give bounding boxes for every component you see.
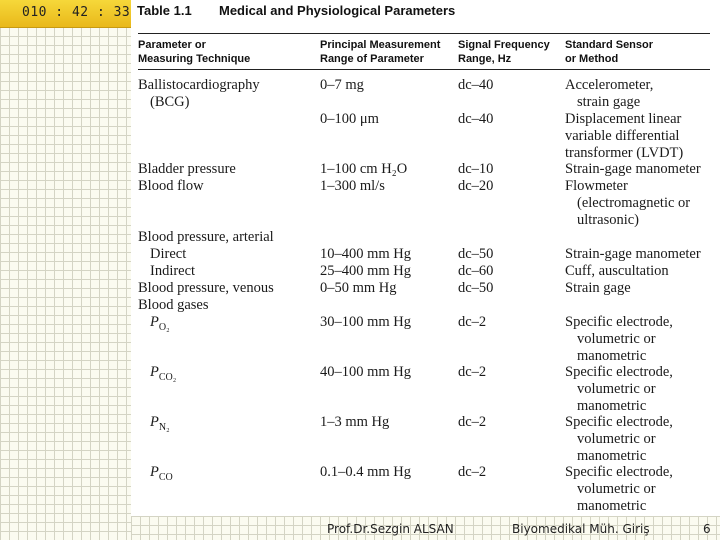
cell-method: Specific electrode, bbox=[565, 464, 673, 480]
cell-parameter: Indirect bbox=[150, 263, 196, 279]
cell-method: ultrasonic) bbox=[577, 212, 640, 228]
cell-method: Accelerometer, bbox=[565, 77, 654, 93]
cell-method: Strain-gage manometer bbox=[565, 246, 701, 262]
cell-parameter: Blood gases bbox=[138, 297, 209, 313]
cell-frequency: dc–10 bbox=[458, 161, 494, 177]
cell-method: volumetric or bbox=[577, 381, 656, 397]
cell-method: Strain-gage manometer bbox=[565, 161, 701, 177]
cell-range: 1–100 cm H₂O bbox=[320, 161, 408, 177]
cell-method: Flowmeter bbox=[565, 178, 628, 194]
cell-range: 1–300 ml/s bbox=[320, 178, 385, 194]
header-method: Standard Sensor or Method bbox=[565, 39, 654, 65]
cell-method: manometric bbox=[577, 348, 647, 364]
cell-parameter: (BCG) bbox=[150, 94, 190, 110]
cell-range: 40–100 mm Hg bbox=[320, 364, 412, 380]
cell-method: volumetric or bbox=[577, 331, 656, 347]
cell-frequency: dc–2 bbox=[458, 464, 487, 480]
cell-method: Cuff, auscultation bbox=[565, 263, 669, 279]
cell-frequency: dc–2 bbox=[458, 364, 487, 380]
cell-method: (electromagnetic or bbox=[577, 195, 691, 211]
table-caption: Medical and Physiological Parameters bbox=[219, 3, 456, 18]
cell-frequency: dc–50 bbox=[458, 280, 494, 296]
cell-method: strain gage bbox=[577, 94, 641, 110]
cell-method: volumetric or bbox=[577, 431, 656, 447]
header-range: Principal Measurement Range of Parameter bbox=[320, 39, 441, 65]
cell-frequency: dc–40 bbox=[458, 77, 494, 93]
footer-author: Prof.Dr.Sezgin ALSAN bbox=[327, 522, 454, 536]
footer-page-number: 6 bbox=[703, 522, 711, 536]
cell-method: manometric bbox=[577, 398, 647, 414]
table-title bbox=[137, 3, 455, 18]
header-parameter: Parameter or Measuring Technique bbox=[138, 39, 251, 65]
cell-range: 30–100 mm Hg bbox=[320, 314, 412, 330]
cell-parameter: Bladder pressure bbox=[138, 161, 236, 177]
cell-parameter: Blood flow bbox=[138, 178, 204, 194]
cell-range: 0.1–0.4 mm Hg bbox=[320, 464, 412, 480]
cell-range: 0–50 mm Hg bbox=[320, 280, 397, 296]
top-rule bbox=[138, 33, 710, 34]
table-number: Table 1.1 bbox=[137, 3, 192, 18]
cell-parameter: Ballistocardiography bbox=[138, 77, 260, 93]
presentation-timer: 010 : 42 : 33 bbox=[0, 0, 131, 28]
cell-parameter: Blood pressure, venous bbox=[138, 280, 274, 296]
cell-frequency: dc–20 bbox=[458, 178, 494, 194]
cell-parameter: Direct bbox=[150, 246, 187, 262]
cell-method: Displacement linear bbox=[565, 111, 682, 127]
cell-parameter-pco: $P_{CO}$ bbox=[150, 464, 173, 483]
cell-method: Specific electrode, bbox=[565, 364, 673, 380]
cell-frequency: dc–2 bbox=[458, 314, 487, 330]
cell-range: 0–7 mg bbox=[320, 77, 364, 93]
cell-frequency: dc–50 bbox=[458, 246, 494, 262]
cell-method: Strain gage bbox=[565, 280, 631, 296]
cell-method: Specific electrode, bbox=[565, 314, 673, 330]
cell-range: 10–400 mm Hg bbox=[320, 246, 412, 262]
cell-range: 25–400 mm Hg bbox=[320, 263, 412, 279]
cell-range: 1–3 mm Hg bbox=[320, 414, 390, 430]
cell-frequency: dc–40 bbox=[458, 111, 494, 127]
cell-method: Specific electrode, bbox=[565, 414, 673, 430]
cell-frequency: dc–2 bbox=[458, 414, 487, 430]
cell-method: variable differential bbox=[565, 128, 680, 144]
cell-range: 0–100 μm bbox=[320, 111, 379, 127]
cell-method: volumetric or bbox=[577, 481, 656, 497]
header-rule bbox=[138, 69, 710, 70]
footer-course: Biyomedikal Müh. Giriş bbox=[512, 522, 650, 536]
cell-parameter-pco2: $P_{CO_2}$ bbox=[150, 364, 177, 383]
cell-method: transformer (LVDT) bbox=[565, 145, 684, 161]
header-frequency: Signal Frequency Range, Hz bbox=[458, 39, 550, 65]
cell-method: manometric bbox=[577, 448, 647, 464]
slide-page bbox=[131, 0, 720, 516]
cell-parameter: Blood pressure, arterial bbox=[138, 229, 274, 245]
cell-parameter-pn2: $P_{N_2}$ bbox=[150, 414, 170, 433]
cell-method: manometric bbox=[577, 498, 647, 514]
cell-frequency: dc–60 bbox=[458, 263, 494, 279]
grid-background-left bbox=[0, 0, 131, 540]
cell-parameter-po2: $P_{O_2}$ bbox=[150, 314, 170, 333]
